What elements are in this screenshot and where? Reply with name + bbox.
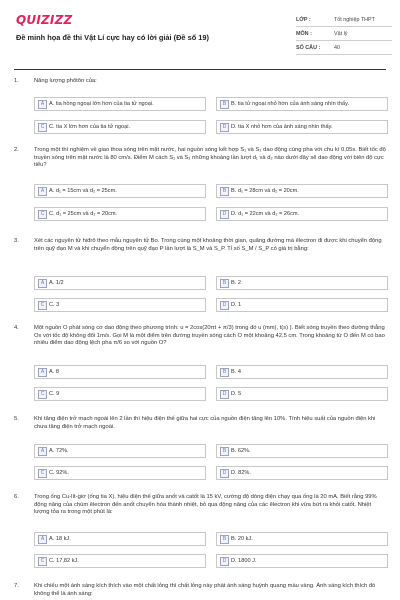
option-b[interactable] [216, 532, 388, 546]
option-d[interactable] [216, 298, 388, 312]
option-letter: D [220, 390, 229, 399]
option-c[interactable] [34, 554, 206, 568]
option-a[interactable] [34, 532, 206, 546]
option-text: B. 62%. [231, 448, 251, 454]
info-row-subject [296, 27, 392, 41]
question-text: Xét các nguyên tử hiđrô theo mẫu nguyên tử Bo. Trong cùng một khoảng thời gian, quãng đường mà êlectron đi được khi chuyển động trên quỹ đạo M và khi chuyển động trên quỹ đạo P lần lượt là S_M và S_P. Tỉ số S_M / S_P có giá trị bằng: [34, 238, 382, 252]
option-a[interactable] [34, 365, 206, 379]
option-letter: B [220, 187, 229, 196]
option-text: B. d₁ = 28cm và d₂ = 20cm. [231, 188, 299, 194]
option-text: C. tia X lớn hơn của tia tử ngoại. [49, 124, 131, 130]
option-letter: A [38, 100, 47, 109]
option-b[interactable] [216, 97, 388, 111]
question-text: Trong ống Cu-lít-giơ (ống tia X), hiệu điện thế giữa anốt và catốt là 15 kV, cường độ dòng điện chạy qua ống là 20 mA. Biết rằng 99% động năng của chùm êlectron đến anốt chuyển hóa thành nhiệt, bỏ qua động năng của các êlectron khi vừa bứt ra khỏi catốt. Nhiệt lượng tỏa ra trong một phút là: [34, 494, 377, 516]
option-d[interactable] [216, 466, 388, 480]
option-text: B. tia tử ngoại nhỏ hơn của ánh sáng nhìn thấy. [231, 101, 350, 107]
option-text: D. tia X nhỏ hơn của ánh sáng nhìn thấy. [231, 124, 333, 130]
option-letter: A [38, 368, 47, 377]
option-d[interactable] [216, 554, 388, 568]
option-text: D. 5 [231, 391, 242, 397]
question-number: 1. [14, 78, 19, 84]
option-text: C. 17,82 kJ. [49, 558, 79, 564]
option-text: B. 20 kJ. [231, 536, 253, 542]
option-c[interactable] [34, 298, 206, 312]
option-letter: C [38, 301, 47, 310]
option-c[interactable] [34, 207, 206, 221]
option-letter: D [220, 210, 229, 219]
info-value: Vật lý [334, 30, 348, 37]
header [0, 0, 400, 64]
option-text: A. d₁ = 15cm và d₂ = 25cm. [49, 188, 117, 194]
option-b[interactable] [216, 184, 388, 198]
option-c[interactable] [34, 120, 206, 134]
option-text: B. 4 [231, 369, 241, 375]
option-letter: C [38, 557, 47, 566]
question-text: Trong một thí nghiệm về giao thoa sóng trên mặt nước, hai nguồn sóng kết hợp S₁ và S₂ dao động cùng pha với chu kì 0,05s. Biết tốc độ truyền sóng trên mặt nước là 80 cm/s. Điểm M cách S₁ và S₂ những khoảng lần lượt d₁ và d₂ nào dưới đây sẽ dao động với biên độ cực tiểu? [34, 147, 386, 169]
option-text: B. 2 [231, 280, 241, 286]
option-c[interactable] [34, 387, 206, 401]
option-letter: A [38, 447, 47, 456]
option-a[interactable] [34, 444, 206, 458]
option-letter: B [220, 100, 229, 109]
option-c[interactable] [34, 466, 206, 480]
option-text: D. d₁ = 22cm và d₂ = 26cm. [231, 211, 300, 217]
option-letter: D [220, 557, 229, 566]
option-b[interactable] [216, 365, 388, 379]
option-a[interactable] [34, 97, 206, 111]
option-text: A. tia hồng ngoại lớn hơn của tia tử ngoại. [49, 101, 154, 107]
info-value: Tốt nghiệp THPT [334, 16, 375, 23]
info-row-count [296, 41, 392, 55]
question-number: 4. [14, 325, 19, 331]
info-label: SỐ CÂU : [296, 44, 321, 51]
option-letter: B [220, 535, 229, 544]
question-number: 5. [14, 416, 19, 422]
option-letter: D [220, 469, 229, 478]
question-number: 7. [14, 583, 19, 589]
option-text: A. 18 kJ. [49, 536, 71, 542]
question-text: Một nguồn O phát sóng cơ dao động theo phương trình: u = 2cos(20πt + π/3) trong đó u (mm), t(s) ). Biết sóng truyền theo đường thẳng Ox với tốc độ không đổi 1m/s. Gọi M là một điểm trên đường truyền sóng cách O một khoảng 42,5 cm. Trong khoảng từ O đến M có bao nhiêu điểm dao động lệch pha π/6 so với nguồn O? [34, 325, 385, 347]
option-letter: B [220, 368, 229, 377]
quizizz-logo: QUIZIZZ [16, 13, 73, 27]
option-letter: A [38, 279, 47, 288]
option-letter: B [220, 279, 229, 288]
option-letter: D [220, 123, 229, 132]
info-label: MÔN : [296, 30, 312, 37]
question-number: 6. [14, 494, 19, 500]
option-text: A. 72%. [49, 448, 69, 454]
option-text: D. 82%. [231, 470, 251, 476]
option-b[interactable] [216, 276, 388, 290]
option-text: C. 3 [49, 302, 60, 308]
question-number: 3. [14, 238, 19, 244]
info-label: LỚP : [296, 16, 311, 23]
option-b[interactable] [216, 444, 388, 458]
option-letter: C [38, 210, 47, 219]
option-a[interactable] [34, 184, 206, 198]
question-text: Khi chiếu một ánh sáng kích thích vào một chất lỏng thì chất lỏng này phát ánh sáng huỳnh quang màu vàng. Ánh sáng kích thích đó không thể là ánh sáng: [34, 583, 376, 597]
question-text: Năng lượng phôtôn của: [34, 78, 97, 84]
header-divider [14, 69, 386, 70]
info-box [296, 13, 392, 55]
option-text: C. d₁ = 25cm và d₂ = 20cm. [49, 211, 118, 217]
option-letter: C [38, 390, 47, 399]
option-d[interactable] [216, 120, 388, 134]
option-letter: C [38, 469, 47, 478]
document-title: Đề minh họa đề thi Vật Lí cực hay có lời giải (Đề số 19) [16, 33, 209, 42]
question-text: Khi tăng điện trở mạch ngoài lên 2 lần thì hiệu điện thế giữa hai cực của nguồn điện tăng lên 10%. Tính hiệu suất của nguồn điện khi chưa tăng điện trở mạch ngoài. [34, 416, 376, 430]
option-letter: D [220, 301, 229, 310]
option-text: D. 1 [231, 302, 242, 308]
option-text: D. 1800 J. [231, 558, 257, 564]
option-letter: A [38, 535, 47, 544]
question-number: 2. [14, 147, 19, 153]
info-value: 40 [334, 44, 340, 51]
option-letter: A [38, 187, 47, 196]
option-text: C. 92%. [49, 470, 69, 476]
info-row-class [296, 13, 392, 27]
option-text: A. 1/2 [49, 280, 64, 286]
option-letter: C [38, 123, 47, 132]
option-a[interactable] [34, 276, 206, 290]
option-d[interactable] [216, 207, 388, 221]
option-letter: B [220, 447, 229, 456]
option-text: C. 9 [49, 391, 60, 397]
option-text: A. 8 [49, 369, 59, 375]
option-d[interactable] [216, 387, 388, 401]
